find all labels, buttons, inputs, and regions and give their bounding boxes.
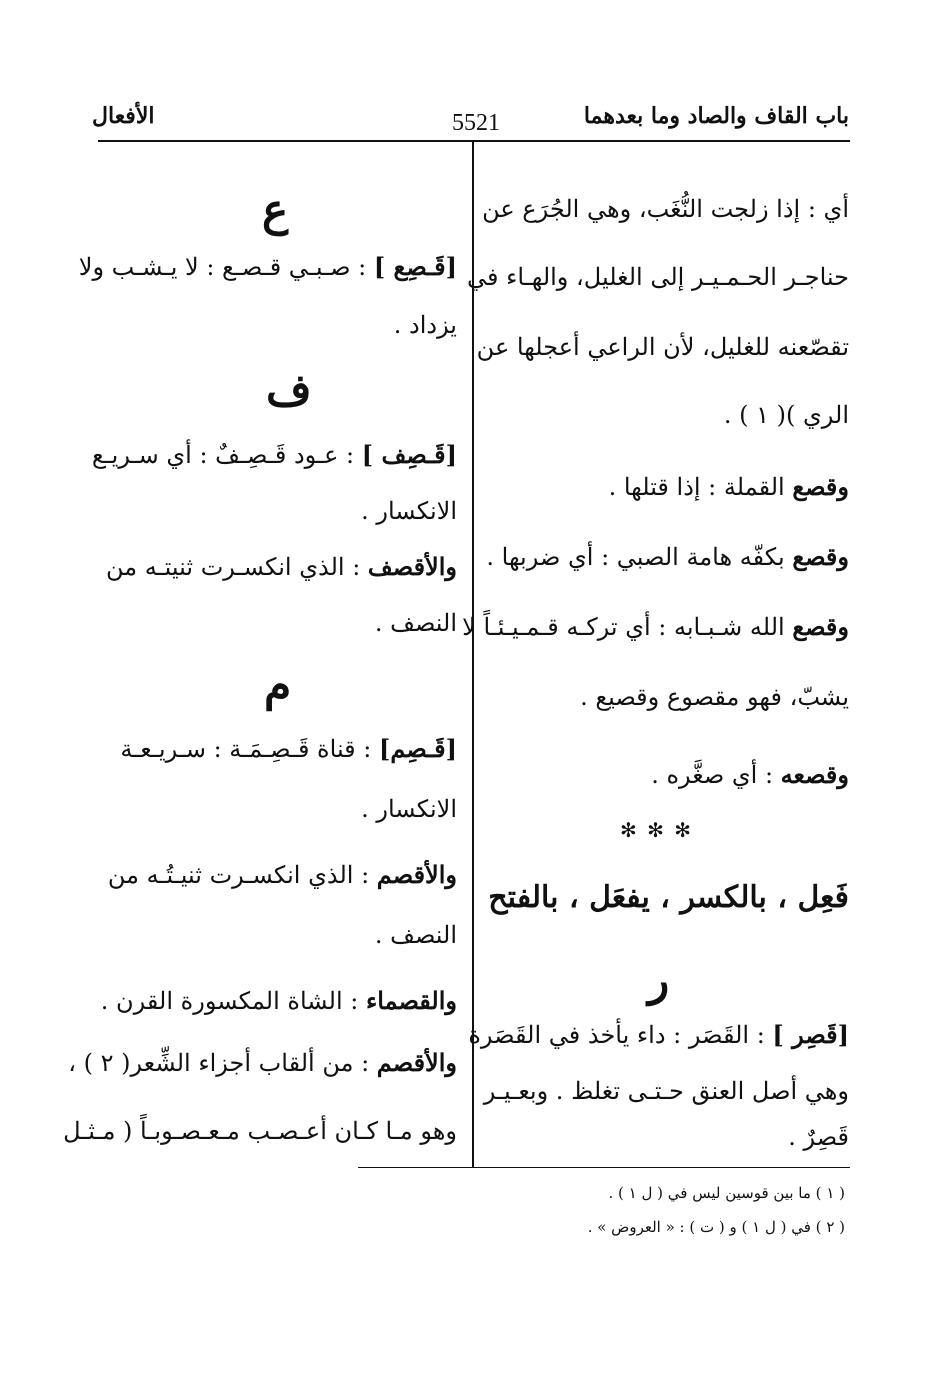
entry-line (106, 552, 457, 582)
entry-head: [قَـصِف ] (361, 440, 457, 469)
entry-head: [قَـصِم] (379, 734, 457, 763)
stars-separator: ✻ ✻ ✻ (620, 818, 693, 842)
column-divider (472, 142, 474, 1168)
text-line: الانكسار . (361, 795, 457, 823)
entry-text: : قناة قَـصِـمَـة : سـريـعـة (120, 735, 379, 763)
entry-text: : الشاة المكسورة القرن . (100, 987, 366, 1015)
entry-head: [قَصِر ] (772, 1020, 849, 1049)
footnote: ( ٢ ) في ( ل ١ ) و ( ت ) : « العروض » . (587, 1218, 845, 1236)
letter-heading: ف (266, 365, 312, 416)
entry-line (68, 1048, 457, 1078)
entry-line (92, 440, 457, 470)
text-line: وهو مـا كـان أعـصـب مـعـصـوبـاً ( مـثـل (63, 1117, 457, 1145)
entry-line (79, 252, 457, 282)
text-line: الانكسار . (361, 497, 457, 525)
entry-head: وقصع (792, 612, 849, 641)
text-line: أي : إذا زلجت النُّغَب، وهي الجُرَع عن (482, 195, 849, 223)
header-rule (98, 140, 850, 142)
entry-text: بكفّه هامة الصبي : أي ضربها . (486, 543, 793, 571)
page-number: 5521 (452, 110, 500, 136)
chapter-title: باب القاف والصاد وما بعدهما (583, 103, 849, 129)
entry-head: والأقصف (367, 552, 457, 581)
entry-head: وقصعه (780, 760, 849, 789)
entry-text: : القَصَر : داء يأخذ في القَصَرة (468, 1021, 773, 1049)
entry-line (462, 612, 849, 642)
entry-line (486, 542, 849, 572)
entry-head: وقصع (792, 542, 849, 571)
entry-text: القملة : إذا قتلها . (608, 473, 793, 501)
text-line: وهي أصل العنق حـتـى تغلظ . وبعـيـر (483, 1077, 849, 1105)
entry-line (609, 472, 849, 502)
text-line: قَصِرٌ . (788, 1123, 849, 1151)
entry-head: والأقصم (376, 860, 457, 889)
text-line: يشبّ، فهو مقصوع وقصيع . (580, 683, 849, 711)
entry-text: : الذي انكسـرت ثنيتـه من (106, 553, 368, 581)
entry-head: [قَـصِع ] (373, 252, 457, 281)
text-line: حناجـر الحـمـيـر إلى الغليل، والهـاء في (467, 263, 849, 291)
section-header: الأفعال (92, 103, 155, 129)
entry-text: : أي صغَّره . (651, 761, 781, 789)
entry-text: الله شـبـابه : أي تركـه قـمـيـئـاً لا (462, 613, 793, 641)
letter-heading: ع (262, 185, 289, 236)
entry-text: : عـود قَـصِـفٌ : أي سـريـع (91, 441, 362, 469)
letter-heading: م (264, 660, 292, 711)
entry-line (108, 860, 457, 890)
text-line: الري )( ١ ) . (723, 401, 849, 429)
entry-head: والأقصم (376, 1048, 457, 1077)
entry-line (651, 760, 849, 790)
entry-text: : من ألقاب أجزاء الشِّعر( ٢ ) ، (68, 1049, 377, 1077)
entry-text: : صـبـي قـصـع : لا يـشـب ولا (78, 253, 374, 281)
letter-heading: ر (648, 955, 670, 1006)
entry-line (101, 986, 457, 1016)
text-line: تقصّعنه للغليل، لأن الراعي أعجلها عن (476, 333, 849, 361)
text-line: النصف . (374, 609, 457, 637)
footnote-rule (358, 1167, 850, 1168)
text-line: يزداد . (393, 311, 457, 339)
text-line: النصف . (374, 921, 457, 949)
section-title: فَعِل ، بالكسر ، يفعَل ، بالفتح (488, 880, 849, 915)
entry-head: والقصماء (366, 986, 457, 1015)
entry-text: : الذي انكسـرت ثنيـتُـه من (107, 861, 377, 889)
entry-line (120, 734, 457, 764)
entry-head: وقصع (792, 472, 849, 501)
footnote: ( ١ ) ما بين قوسين ليس في ( ل ١ ) . (608, 1184, 845, 1202)
entry-line (468, 1020, 849, 1050)
